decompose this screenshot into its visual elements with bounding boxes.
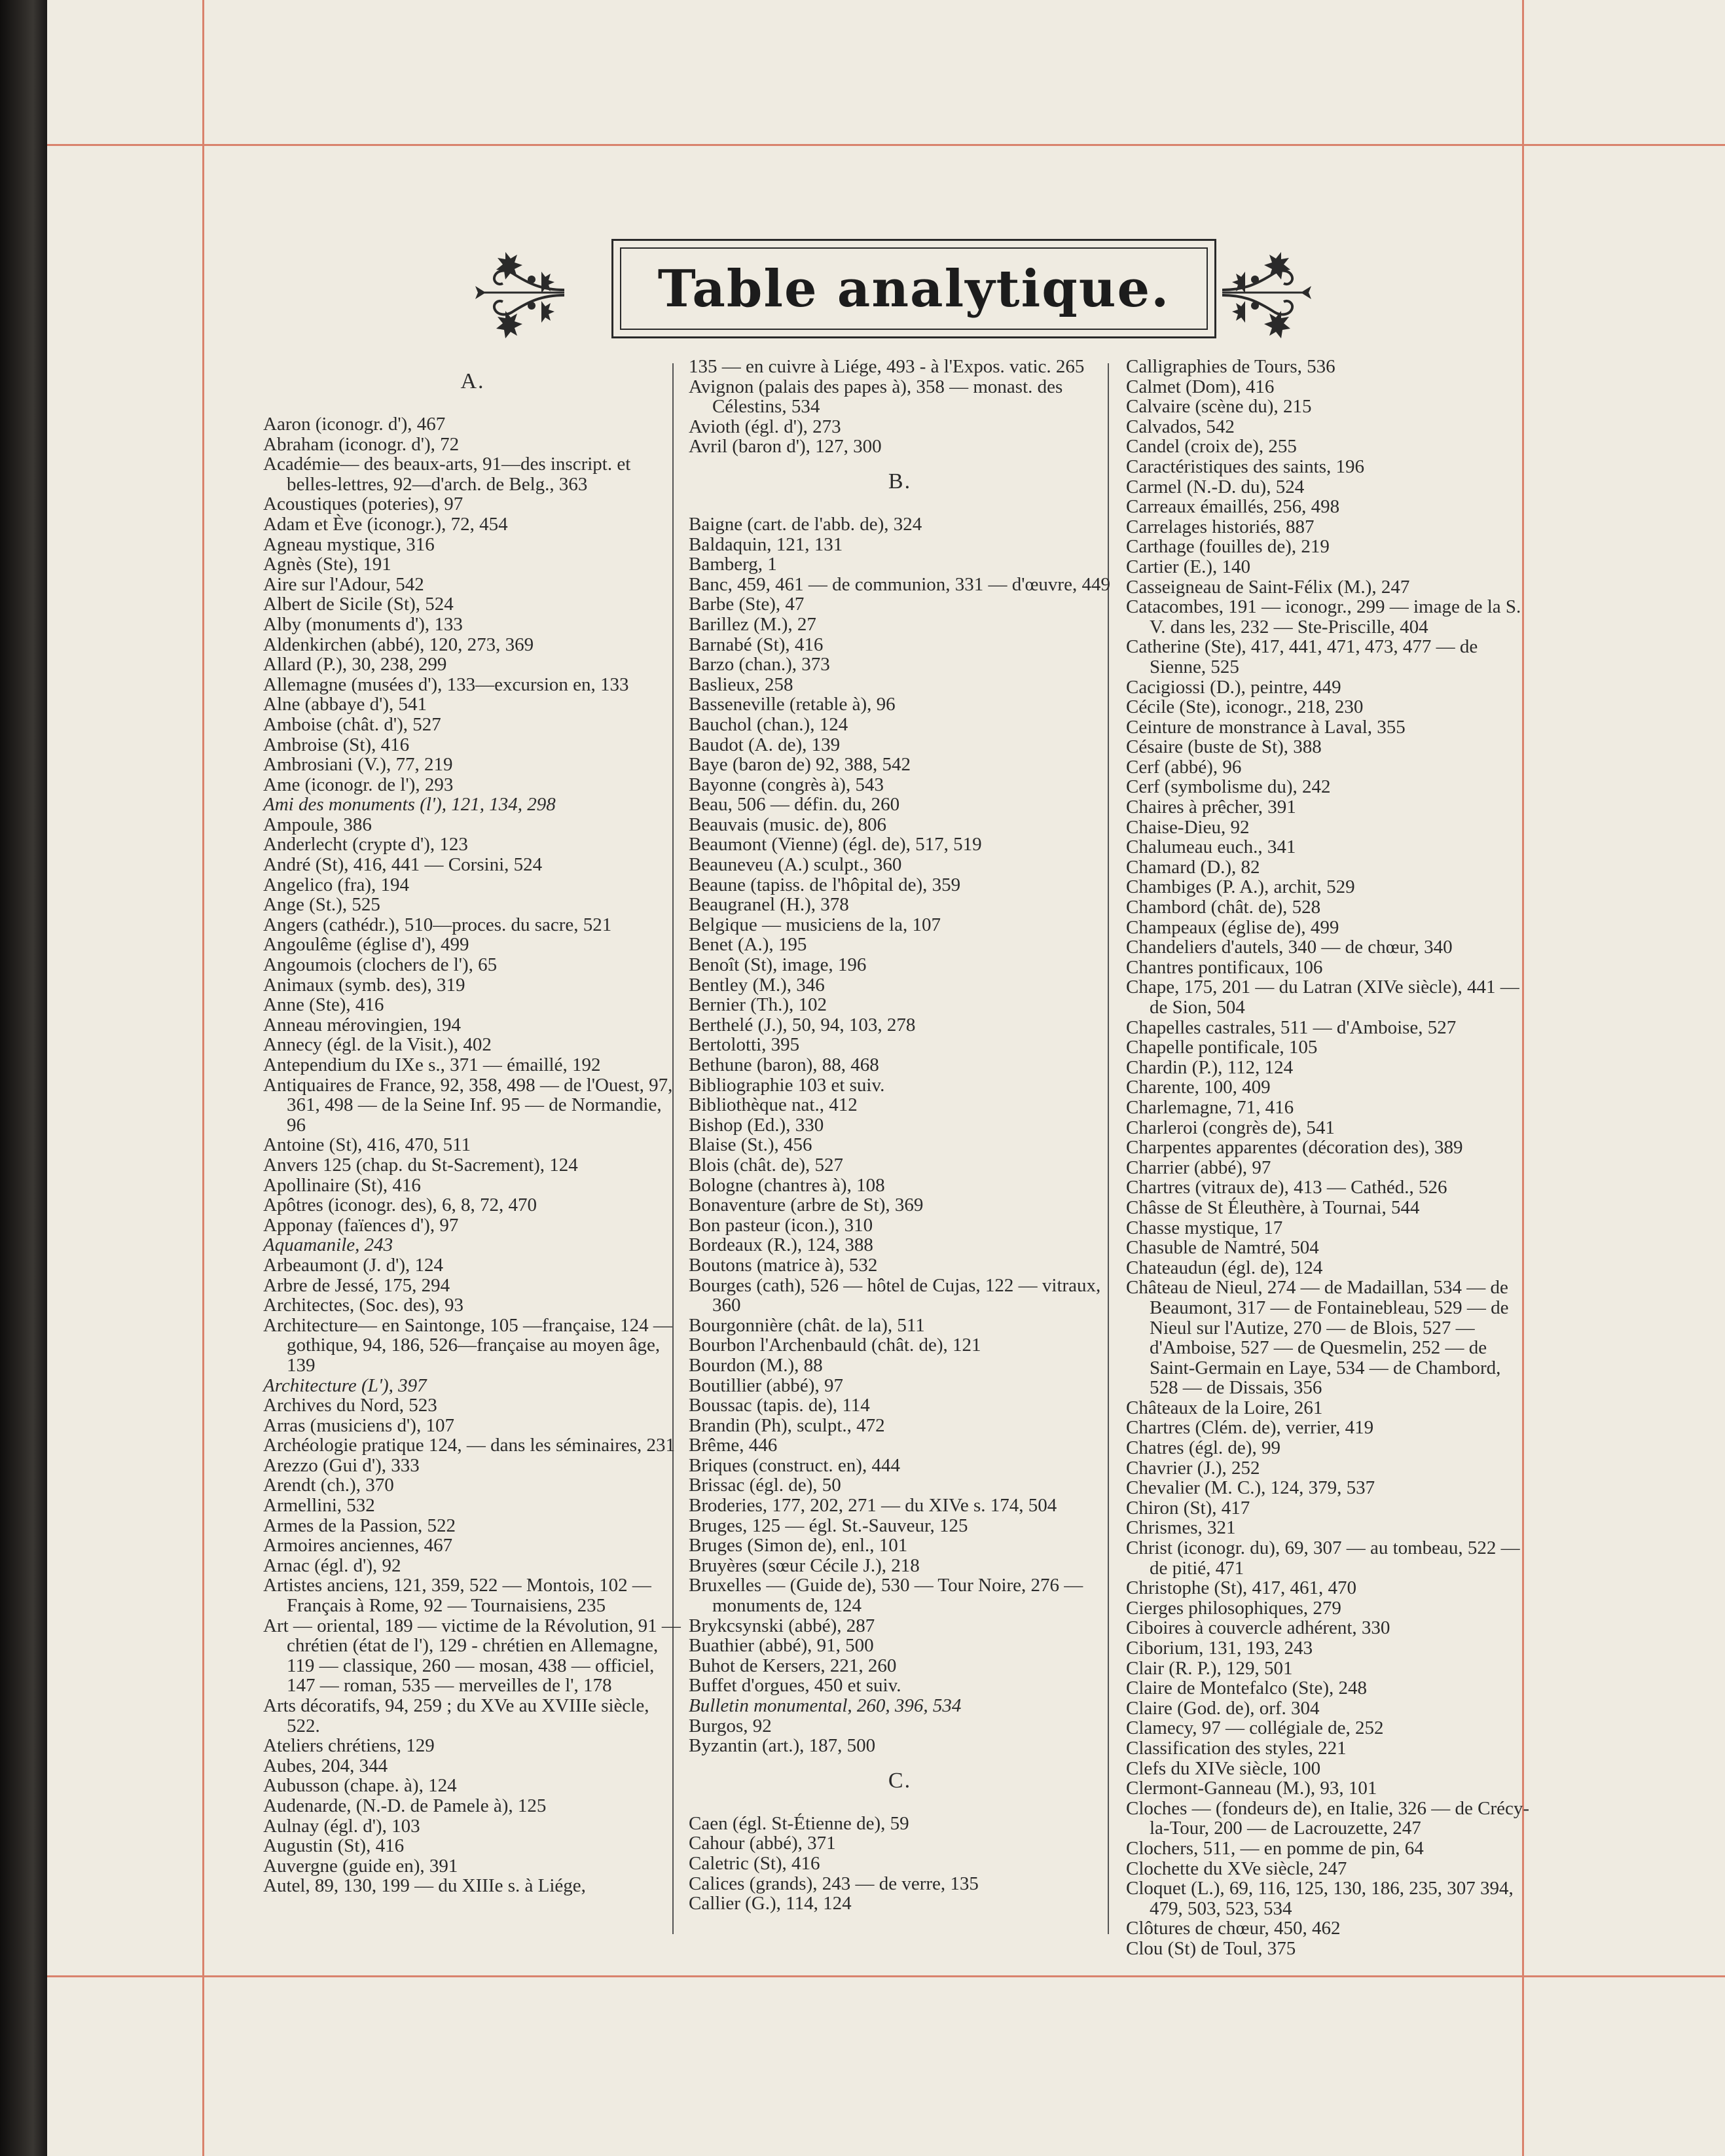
index-entry: Châteaux de la Loire, 261 <box>1126 1397 1323 1418</box>
index-entry: Cécile (Ste), iconogr., 218, 230 <box>1126 696 1364 718</box>
index-entry: Chardin (P.), 112, 124 <box>1126 1056 1294 1078</box>
index-entry: Chapelles castrales, 511 — d'Amboise, 527 <box>1126 1016 1457 1038</box>
index-entry: Chartres (vitraux de), 413 — Cathéd., 526 <box>1126 1177 1447 1198</box>
index-entry: Clochers, 511, — en pomme de pin, 64 <box>1126 1837 1424 1859</box>
index-entry: André (St), 416, 441 — Corsini, 524 <box>263 854 543 876</box>
index-entry: Carmel (N.-D. du), 524 <box>1126 476 1305 497</box>
index-entry: Catacombes, 191 — iconogr., 299 — image de la S. V. dans les, 232 — Ste-Priscille, 404 <box>1126 596 1521 638</box>
index-entry: Caen (égl. St-Étienne de), 59 <box>689 1812 909 1834</box>
index-entry: Augustin (St), 416 <box>263 1835 405 1857</box>
frame-rule-left <box>202 0 204 2156</box>
index-entry: Avril (baron d'), 127, 300 <box>689 436 882 458</box>
index-entry: Arezzo (Gui d'), 333 <box>263 1454 420 1476</box>
index-entry: Bamberg, 1 <box>689 554 777 575</box>
index-entry: Broderies, 177, 202, 271 — du XIVe s. 174, 504 <box>689 1495 1057 1517</box>
index-entry: Cartier (E.), 140 <box>1126 556 1251 577</box>
index-entry: Chartres (Clém. de), verrier, 419 <box>1126 1417 1374 1439</box>
index-entry: Barillez (M.), 27 <box>689 613 816 635</box>
index-entry: Aubes, 204, 344 <box>263 1755 388 1776</box>
index-entry: Belgique — musiciens de la, 107 <box>689 914 941 935</box>
index-entry: Audenarde, (N.-D. de Pamele à), 125 <box>263 1795 547 1816</box>
index-entry: Antoine (St), 416, 470, 511 <box>263 1134 471 1156</box>
index-entry: Blois (chât. de), 527 <box>689 1154 843 1176</box>
index-entry: Boussac (tapis. de), 114 <box>689 1395 870 1416</box>
index-entry: Blaise (St.), 456 <box>689 1134 812 1156</box>
index-entry: Baigne (cart. de l'abb. de), 324 <box>689 513 922 535</box>
index-entry: Beauneveu (A.) sculpt., 360 <box>689 854 902 876</box>
index-entry: Caletric (St), 416 <box>689 1852 820 1874</box>
index-entry: Alby (monuments d'), 133 <box>263 613 463 635</box>
index-entry: Aquamanile, 243 <box>263 1234 393 1256</box>
index-page <box>47 0 1725 2156</box>
index-entry: Chrismes, 321 <box>1126 1517 1236 1539</box>
index-entry: Acoustiques (poteries), 97 <box>263 494 463 515</box>
index-entry: Césaire (buste de St), 388 <box>1126 736 1322 758</box>
index-entry: Baslieux, 258 <box>689 674 793 695</box>
index-entry: Allard (P.), 30, 238, 299 <box>263 654 447 675</box>
index-entry: Anne (Ste), 416 <box>263 994 384 1016</box>
index-entry: Angers (cathédr.), 510—proces. du sacre, 521 <box>263 914 612 935</box>
index-entry: Catherine (Ste), 417, 441, 471, 473, 477 — de Sienne, 525 <box>1126 636 1478 677</box>
index-entry: Bertolotti, 395 <box>689 1034 800 1056</box>
index-entry: Brême, 446 <box>689 1435 778 1456</box>
index-entry: Chandeliers d'autels, 340 — de chœur, 340 <box>1126 937 1453 958</box>
index-entry: Beau, 506 — défin. du, 260 <box>689 794 900 816</box>
index-entry: Avioth (égl. d'), 273 <box>689 416 841 437</box>
index-entry: Carreaux émaillés, 256, 498 <box>1126 496 1340 518</box>
index-entry: Beaugranel (H.), 378 <box>689 894 849 916</box>
index-entry: Bruges (Simon de), enl., 101 <box>689 1535 908 1556</box>
index-entry: Allemagne (musées d'), 133—excursion en, 133 <box>263 674 629 695</box>
index-entry: Apôtres (iconogr. des), 6, 8, 72, 470 <box>263 1195 537 1216</box>
index-entry: Angoumois (clochers de l'), 65 <box>263 954 498 976</box>
fleuron-left-icon <box>466 232 564 344</box>
index-entry: Callier (G.), 114, 124 <box>689 1893 852 1914</box>
index-column-1 <box>263 357 682 1896</box>
index-column-3 <box>1126 357 1532 1959</box>
index-entry: Chasse mystique, 17 <box>1126 1217 1283 1238</box>
index-entry: Armes de la Passion, 522 <box>263 1515 456 1536</box>
index-entry: Chaise-Dieu, 92 <box>1126 816 1250 838</box>
index-entry: Chape, 175, 201 — du Latran (XIVe siècle), 441 — de Sion, 504 <box>1126 977 1519 1018</box>
index-entry: Aldenkirchen (abbé), 120, 273, 369 <box>263 634 534 655</box>
index-entry: Cacigiossi (D.), peintre, 449 <box>1126 676 1341 698</box>
section-letter: B. <box>888 469 912 494</box>
index-entry: Chantres pontificaux, 106 <box>1126 956 1323 978</box>
index-entry: 135 — en cuivre à Liége, 493 - à l'Expos. vatic. 265 <box>689 356 1085 377</box>
index-entry: Arras (musiciens d'), 107 <box>263 1414 454 1436</box>
index-entry: Ami des monuments (l'), 121, 134, 298 <box>263 794 556 816</box>
index-entry: Bibliothèque nat., 412 <box>689 1094 858 1116</box>
index-entry: Brissac (égl. de), 50 <box>689 1475 841 1496</box>
index-entry: Amboise (chât. d'), 527 <box>263 713 441 735</box>
index-entry: Barnabé (St), 416 <box>689 634 824 655</box>
index-entry: Bourgonnière (chât. de la), 511 <box>689 1314 925 1336</box>
index-entry: Bordeaux (R.), 124, 388 <box>689 1234 873 1256</box>
index-entry: Angelico (fra), 194 <box>263 874 410 895</box>
index-entry: Chiron (St), 417 <box>1126 1497 1250 1518</box>
index-entry: Angoulême (église d'), 499 <box>263 934 469 956</box>
index-entry: Chasuble de Namtré, 504 <box>1126 1237 1319 1259</box>
index-entry: Bourbon l'Archenbauld (chât. de), 121 <box>689 1335 981 1356</box>
index-entry: Architecture— en Saintonge, 105 —française, 124 — gothique, 94, 186, 526—française au moyen âge, 139 <box>263 1314 672 1376</box>
index-entry: Adam et Ève (iconogr.), 72, 454 <box>263 513 508 535</box>
index-entry: Aire sur l'Adour, 542 <box>263 573 424 595</box>
index-entry: Apollinaire (St), 416 <box>263 1174 421 1196</box>
index-entry: Christ (iconogr. du), 69, 307 — au tombeau, 522 — de pitié, 471 <box>1126 1537 1520 1579</box>
index-entry: Autel, 89, 130, 199 — du XIIIe s. à Liége, <box>263 1875 586 1897</box>
index-entry: Cerf (symbolisme du), 242 <box>1126 776 1331 798</box>
index-entry: Bruges, 125 — égl. St.-Sauveur, 125 <box>689 1515 968 1536</box>
index-entry: Académie— des beaux-arts, 91—des inscript. et belles-lettres, 92—d'arch. de Belg., 363 <box>263 454 631 495</box>
frame-rule-bottom <box>47 1975 1725 1977</box>
index-entry: Byzantin (art.), 187, 500 <box>689 1735 876 1757</box>
index-entry: Calligraphies de Tours, 536 <box>1126 356 1335 377</box>
index-entry: Antependium du IXe s., 371 — émaillé, 192 <box>263 1054 601 1075</box>
index-entry: Burgos, 92 <box>689 1715 772 1736</box>
index-entry: Chambord (chât. de), 528 <box>1126 897 1321 918</box>
index-entry: Ciborium, 131, 193, 243 <box>1126 1638 1313 1659</box>
index-entry: Ceinture de monstrance à Laval, 355 <box>1126 716 1406 738</box>
index-entry: Art — oriental, 189 — victime de la Révolution, 91 — chrétien (état de l'), 129 - chrétien en Allemagne, 119 — classique, 260 — mosan, 438 — officiel, 147 — roman, 535 — merveilles de l', 178 <box>263 1615 681 1697</box>
index-entry: Carrelages historiés, 887 <box>1126 516 1315 537</box>
index-entry: Bulletin monumental, 260, 396, 534 <box>689 1695 962 1716</box>
index-entry: Arbeaumont (J. d'), 124 <box>263 1254 444 1276</box>
index-entry: Avignon (palais des papes à), 358 — monast. des Célestins, 534 <box>689 376 1063 418</box>
section-letter: C. <box>888 1768 912 1793</box>
index-entry: Armoires anciennes, 467 <box>263 1535 453 1556</box>
index-entry: Chevalier (M. C.), 124, 379, 537 <box>1126 1477 1375 1499</box>
fleuron-right-icon <box>1222 232 1320 344</box>
index-entry: Chateaudun (égl. de), 124 <box>1126 1257 1323 1278</box>
index-entry: Briques (construct. en), 444 <box>689 1454 900 1476</box>
index-entry: Ambrosiani (V.), 77, 219 <box>263 754 453 776</box>
index-entry: Châsse de St Éleuthère, à Tournai, 544 <box>1126 1196 1420 1218</box>
index-entry: Animaux (symb. des), 319 <box>263 974 465 996</box>
index-entry: Bentley (M.), 346 <box>689 974 825 996</box>
index-entry: Brykcsynski (abbé), 287 <box>689 1615 875 1636</box>
index-entry: Bologne (chantres à), 108 <box>689 1174 885 1196</box>
index-entry: Bruxelles — (Guide de), 530 — Tour Noire, 276 — monuments de, 124 <box>689 1575 1083 1617</box>
index-entry: Arendt (ch.), 370 <box>263 1475 394 1496</box>
index-entry: Charleroi (congrès de), 541 <box>1126 1117 1335 1138</box>
index-entry: Architecture (L'), 397 <box>263 1374 427 1396</box>
index-entry: Calvados, 542 <box>1126 416 1235 437</box>
index-entry: Chapelle pontificale, 105 <box>1126 1037 1318 1058</box>
index-entry: Chambiges (P. A.), archit, 529 <box>1126 876 1355 898</box>
index-entry: Brandin (Ph), sculpt., 472 <box>689 1414 885 1436</box>
index-entry: Basseneville (retable à), 96 <box>689 694 896 715</box>
index-entry: Bauchol (chan.), 124 <box>689 713 848 735</box>
index-entry: Buhot de Kersers, 221, 260 <box>689 1655 897 1676</box>
index-entry: Charpentes apparentes (décoration des), 389 <box>1126 1137 1463 1159</box>
index-entry: Bishop (Ed.), 330 <box>689 1114 824 1136</box>
index-entry: Architectes, (Soc. des), 93 <box>263 1295 464 1316</box>
index-entry: Benoît (St), image, 196 <box>689 954 867 976</box>
index-entry: Clôtures de chœur, 450, 462 <box>1126 1918 1341 1939</box>
index-entry: Clefs du XIVe siècle, 100 <box>1126 1757 1321 1779</box>
index-entry: Ambroise (St), 416 <box>263 734 410 755</box>
index-entry: Agnès (Ste), 191 <box>263 554 391 575</box>
index-entry: Baye (baron de) 92, 388, 542 <box>689 754 911 776</box>
index-entry: Clermont-Ganneau (M.), 93, 101 <box>1126 1778 1377 1799</box>
index-entry: Bernier (Th.), 102 <box>689 994 827 1016</box>
index-entry: Bibliographie 103 et suiv. <box>689 1074 885 1096</box>
index-entry: Bourdon (M.), 88 <box>689 1354 823 1376</box>
index-entry: Ateliers chrétiens, 129 <box>263 1735 435 1757</box>
index-entry: Clamecy, 97 — collégiale de, 252 <box>1126 1717 1384 1739</box>
index-entry: Benet (A.), 195 <box>689 934 807 956</box>
index-entry: Ange (St.), 525 <box>263 894 380 916</box>
index-entry: Boutillier (abbé), 97 <box>689 1374 843 1396</box>
index-entry: Clair (R. P.), 129, 501 <box>1126 1657 1293 1679</box>
index-entry: Bethune (baron), 88, 468 <box>689 1054 879 1075</box>
book-binding <box>0 0 47 2156</box>
index-entry: Bruyères (sœur Cécile J.), 218 <box>689 1554 920 1576</box>
index-entry: Arts décoratifs, 94, 259 ; du XVe au XVIIIe siècle, 522. <box>263 1695 649 1736</box>
index-entry: Ampoule, 386 <box>263 814 372 835</box>
index-entry: Charlemagne, 71, 416 <box>1126 1096 1294 1118</box>
index-entry: Calmet (Dom), 416 <box>1126 376 1275 397</box>
index-entry: Classification des styles, 221 <box>1126 1737 1347 1759</box>
index-entry: Armellini, 532 <box>263 1495 375 1517</box>
index-entry: Clochette du XVe siècle, 247 <box>1126 1858 1347 1879</box>
index-entry: Baudot (A. de), 139 <box>689 734 841 755</box>
index-entry: Albert de Sicile (St), 524 <box>263 594 454 615</box>
index-entry: Apponay (faïences d'), 97 <box>263 1214 459 1236</box>
section-letter: A. <box>460 369 485 393</box>
index-entry: Casseigneau de Saint-Félix (M.), 247 <box>1126 576 1410 598</box>
index-entry: Anderlecht (crypte d'), 123 <box>263 834 468 855</box>
index-entry: Anneau mérovingien, 194 <box>263 1014 462 1035</box>
index-entry: Annecy (égl. de la Visit.), 402 <box>263 1034 492 1056</box>
index-entry: Claire de Montefalco (Ste), 248 <box>1126 1678 1368 1699</box>
index-entry: Carthage (fouilles de), 219 <box>1126 536 1330 558</box>
index-entry: Cloquet (L.), 69, 116, 125, 130, 186, 235, 307 394, 479, 503, 523, 534 <box>1126 1878 1514 1919</box>
index-entry: Baldaquin, 121, 131 <box>689 533 843 555</box>
index-entry: Anvers 125 (chap. du St-Sacrement), 124 <box>263 1154 578 1176</box>
index-entry: Beaumont (Vienne) (égl. de), 517, 519 <box>689 834 982 855</box>
frame-rule-top <box>47 144 1725 146</box>
index-entry: Chavrier (J.), 252 <box>1126 1457 1260 1479</box>
index-entry: Chaires à prêcher, 391 <box>1126 797 1296 818</box>
index-entry: Ame (iconogr. de l'), 293 <box>263 774 454 795</box>
index-entry: Candel (croix de), 255 <box>1126 436 1297 458</box>
index-entry: Auvergne (guide en), 391 <box>263 1855 458 1877</box>
index-entry: Buffet d'orgues, 450 et suiv. <box>689 1675 901 1697</box>
index-column-2 <box>689 357 1111 1914</box>
index-entry: Barzo (chan.), 373 <box>689 654 830 675</box>
index-entry: Beauvais (music. de), 806 <box>689 814 887 835</box>
index-entry: Charente, 100, 409 <box>1126 1077 1271 1098</box>
index-entry: Cierges philosophiques, 279 <box>1126 1597 1341 1619</box>
index-entry: Archives du Nord, 523 <box>263 1395 437 1416</box>
index-entry: Charrier (abbé), 97 <box>1126 1157 1271 1178</box>
index-entry: Chalumeau euch., 341 <box>1126 836 1296 858</box>
index-entry: Claire (God. de), orf. 304 <box>1126 1697 1320 1719</box>
page-title: Table analytique. <box>657 259 1171 319</box>
index-entry: Christophe (St), 417, 461, 470 <box>1126 1577 1357 1599</box>
index-entry: Bonaventure (arbre de St), 369 <box>689 1195 924 1216</box>
index-entry: Buathier (abbé), 91, 500 <box>689 1635 874 1657</box>
index-entry: Calvaire (scène du), 215 <box>1126 396 1312 418</box>
index-entry: Aulnay (égl. d'), 103 <box>263 1815 420 1837</box>
index-entry: Barbe (Ste), 47 <box>689 594 805 615</box>
index-entry: Arbre de Jessé, 175, 294 <box>263 1274 450 1296</box>
index-entry: Cerf (abbé), 96 <box>1126 756 1242 778</box>
index-entry: Alne (abbaye d'), 541 <box>263 694 427 715</box>
index-entry: Cloches — (fondeurs de), en Italie, 326 — de Crécy-la-Tour, 200 — de Lacrouzette, 247 <box>1126 1797 1530 1839</box>
index-entry: Aubusson (chape. à), 124 <box>263 1775 457 1797</box>
index-entry: Clou (St) de Toul, 375 <box>1126 1937 1296 1959</box>
index-entry: Arnac (égl. d'), 92 <box>263 1554 401 1576</box>
index-entry: Bourges (cath), 526 — hôtel de Cujas, 122 — vitraux, 360 <box>689 1274 1101 1316</box>
index-entry: Berthelé (J.), 50, 94, 103, 278 <box>689 1014 916 1035</box>
index-entry: Château de Nieul, 274 — de Madaillan, 534 — de Beaumont, 317 — de Fontainebleau, 529 — de Nieul sur l'Autize, 270 — de Blois, 527 — d'Amboise, 527 — de Quesmelin, 252 — de Saint-Germain en Laye, 534 — de Chambord, 528 — de Dissais, 356 <box>1126 1277 1509 1399</box>
index-entry: Banc, 459, 461 — de communion, 331 — d'œuvre, 449 <box>689 573 1110 595</box>
index-entry: Chamard (D.), 82 <box>1126 856 1260 878</box>
index-entry: Aaron (iconogr. d'), 467 <box>263 414 446 435</box>
index-entry: Archéologie pratique 124, — dans les séminaires, 231 <box>263 1435 675 1456</box>
index-entry: Calices (grands), 243 — de verre, 135 <box>689 1873 979 1894</box>
index-entry: Abraham (iconogr. d'), 72 <box>263 433 460 455</box>
index-entry: Caractéristiques des saints, 196 <box>1126 456 1365 477</box>
index-entry: Antiquaires de France, 92, 358, 498 — de l'Ouest, 97, 361, 498 — de la Seine Inf. 95 — de Normandie, 96 <box>263 1074 673 1136</box>
title-cartouche <box>611 239 1216 338</box>
index-entry: Cahour (abbé), 371 <box>689 1833 836 1854</box>
index-entry: Artistes anciens, 121, 359, 522 — Montois, 102 — Français à Rome, 92 — Tournaisiens, 235 <box>263 1575 651 1617</box>
index-entry: Boutons (matrice à), 532 <box>689 1254 878 1276</box>
index-entry: Bon pasteur (icon.), 310 <box>689 1214 873 1236</box>
index-entry: Ciboires à couvercle adhérent, 330 <box>1126 1617 1390 1639</box>
index-entry: Agneau mystique, 316 <box>263 533 435 555</box>
index-entry: Bayonne (congrès à), 543 <box>689 774 884 795</box>
index-entry: Chatres (égl. de), 99 <box>1126 1437 1280 1459</box>
index-entry: Beaune (tapiss. de l'hôpital de), 359 <box>689 874 961 895</box>
index-entry: Champeaux (église de), 499 <box>1126 916 1339 938</box>
